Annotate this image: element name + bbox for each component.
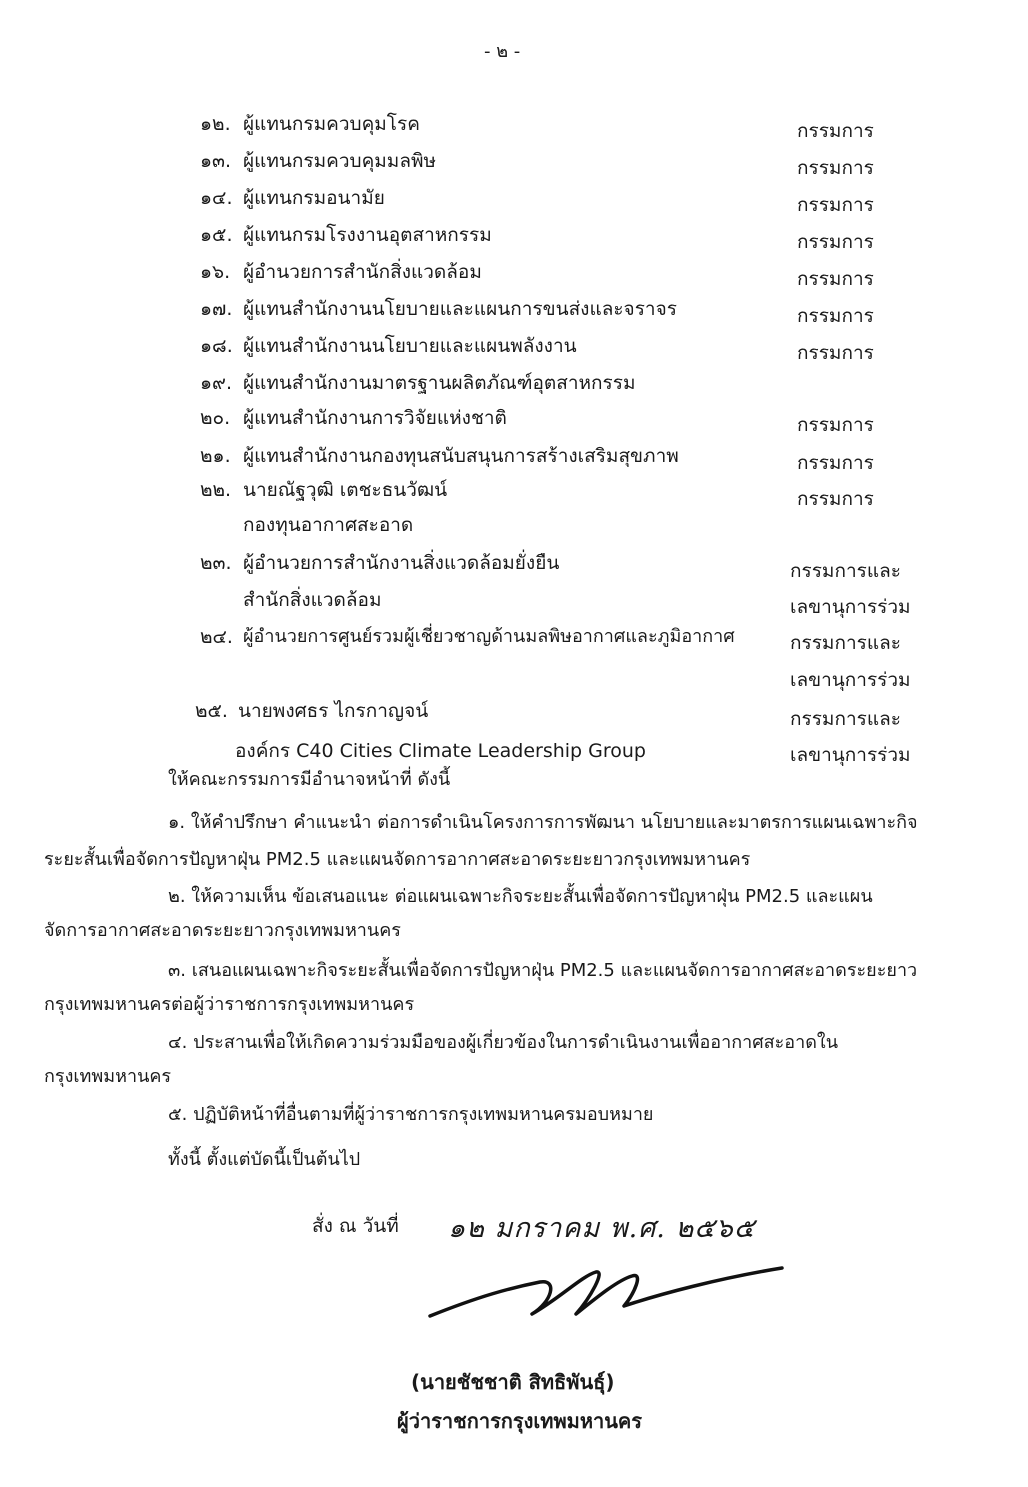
member-name: ผู้อำนวยการสำนักสิ่งแวดล้อม bbox=[243, 261, 482, 283]
member-num: ๒๐. bbox=[200, 407, 231, 429]
member-role: กรรมการ bbox=[797, 452, 874, 474]
duties-intro: ให้คณะกรรมการมีอำนาจหน้าที่ ดังนี้ bbox=[168, 769, 451, 790]
duty-line: ๕. ปฏิบัติหน้าที่อื่นตามที่ผู้ว่าราชการกรุงเทพมหานครมอบหมาย bbox=[168, 1104, 654, 1125]
member-role: กรรมการและ bbox=[790, 632, 901, 654]
member-num: ๑๖. bbox=[200, 261, 231, 283]
member-name: ผู้แทนกรมควบคุมมลพิษ bbox=[243, 150, 437, 172]
duty-line-cont: กรุงเทพมหานคร bbox=[44, 1066, 172, 1087]
page-number: - ๒ - bbox=[484, 41, 521, 62]
signer-title: ผู้ว่าราชการกรุงเทพมหานคร bbox=[397, 1409, 643, 1433]
duty-line: ๒. ให้ความเห็น ข้อเสนอแนะ ต่อแผนเฉพาะกิจระยะสั้นเพื่อจัดการปัญหาฝุ่น PM2.5 และแผน bbox=[168, 886, 873, 907]
member-name: ผู้แทนกรมควบคุมโรค bbox=[243, 113, 420, 135]
member-role: กรรมการ bbox=[797, 488, 874, 510]
member-affiliation: สำนักสิ่งแวดล้อม bbox=[243, 589, 382, 611]
member-num: ๑๕. bbox=[200, 224, 233, 246]
member-role: กรรมการ bbox=[797, 342, 874, 364]
member-num: ๑๗. bbox=[200, 298, 233, 320]
order-date-prefix: สั่ง ณ วันที่ bbox=[312, 1215, 399, 1237]
member-role-secondary: เลขานุการร่วม bbox=[790, 744, 911, 766]
member-name: ผู้แทนสำนักงานกองทุนสนับสนุนการสร้างเสริมสุขภาพ bbox=[243, 445, 679, 467]
member-role: กรรมการ bbox=[797, 414, 874, 436]
member-affiliation: องค์กร C40 Cities Climate Leadership Group bbox=[235, 740, 646, 762]
member-role: กรรมการ bbox=[797, 157, 874, 179]
duty-line: ๑. ให้คำปรึกษา คำแนะนำ ต่อการดำเนินโครงการการพัฒนา นโยบายและมาตรการแผนเฉพาะกิจ bbox=[168, 812, 918, 833]
handwritten-date: ๑๒ มกราคม พ.ศ. ๒๕๖๕ bbox=[448, 1213, 756, 1244]
member-num: ๑๙. bbox=[200, 372, 233, 394]
member-role: กรรมการและ bbox=[790, 708, 901, 730]
member-num: ๒๒. bbox=[200, 479, 232, 501]
member-num: ๒๕. bbox=[195, 700, 228, 722]
member-name: นายณัฐวุฒิ เตชะธนวัฒน์ bbox=[243, 479, 448, 501]
member-affiliation: กองทุนอากาศสะอาด bbox=[243, 514, 414, 536]
member-name: ผู้แทนกรมโรงงานอุตสาหกรรม bbox=[243, 224, 492, 246]
member-name: นายพงศธร ไกรกาญจน์ bbox=[238, 700, 429, 722]
duty-line-cont: จัดการอากาศสะอาดระยะยาวกรุงเทพมหานคร bbox=[44, 920, 401, 941]
member-name: ผู้แทนสำนักงานนโยบายและแผนพลังงาน bbox=[243, 335, 577, 357]
member-name: ผู้แทนกรมอนามัย bbox=[243, 187, 385, 209]
effective-statement: ทั้งนี้ ตั้งแต่บัดนี้เป็นต้นไป bbox=[168, 1149, 361, 1170]
member-role: กรรมการและ bbox=[790, 560, 901, 582]
member-num: ๒๔. bbox=[200, 626, 233, 648]
member-name: ผู้อำนวยการศูนย์รวมผู้เชี่ยวชาญด้านมลพิษอากาศและภูมิอากาศ bbox=[243, 626, 735, 647]
signature-image bbox=[420, 1258, 790, 1328]
member-role: กรรมการ bbox=[797, 194, 874, 216]
duty-line-cont: ระยะสั้นเพื่อจัดการปัญหาฝุ่น PM2.5 และแผนจัดการอากาศสะอาดระยะยาวกรุงเทพมหานคร bbox=[44, 849, 751, 870]
member-num: ๑๘. bbox=[200, 335, 233, 357]
member-name: ผู้อำนวยการสำนักงานสิ่งแวดล้อมยั่งยืน bbox=[243, 552, 560, 574]
duty-line-cont: กรุงเทพมหานครต่อผู้ว่าราชการกรุงเทพมหานคร bbox=[44, 994, 415, 1015]
member-role-secondary: เลขานุการร่วม bbox=[790, 669, 911, 691]
member-role: กรรมการ bbox=[797, 231, 874, 253]
member-num: ๑๒. bbox=[200, 113, 231, 135]
member-num: ๒๓. bbox=[200, 552, 232, 574]
member-name: ผู้แทนสำนักงานการวิจัยแห่งชาติ bbox=[243, 407, 507, 429]
member-role: กรรมการ bbox=[797, 268, 874, 290]
member-role: กรรมการ bbox=[797, 305, 874, 327]
signer-name: (นายชัชชาติ สิทธิพันธุ์) bbox=[411, 1370, 615, 1394]
duty-line: ๔. ประสานเพื่อให้เกิดความร่วมมือของผู้เกี่ยวข้องในการดำเนินงานเพื่ออากาศสะอาดใน bbox=[168, 1032, 839, 1053]
member-role-secondary: เลขานุการร่วม bbox=[790, 596, 911, 618]
member-name: ผู้แทนสำนักงานนโยบายและแผนการขนส่งและจราจร bbox=[243, 298, 677, 320]
duty-line: ๓. เสนอแผนเฉพาะกิจระยะสั้นเพื่อจัดการปัญหาฝุ่น PM2.5 และแผนจัดการอากาศสะอาดระยะยาว bbox=[168, 960, 918, 981]
member-role: กรรมการ bbox=[797, 120, 874, 142]
member-num: ๑๔. bbox=[200, 187, 233, 209]
member-num: ๒๑. bbox=[200, 445, 231, 467]
member-num: ๑๓. bbox=[200, 150, 232, 172]
member-name: ผู้แทนสำนักงานมาตรฐานผลิตภัณฑ์อุตสาหกรรม bbox=[243, 372, 636, 394]
